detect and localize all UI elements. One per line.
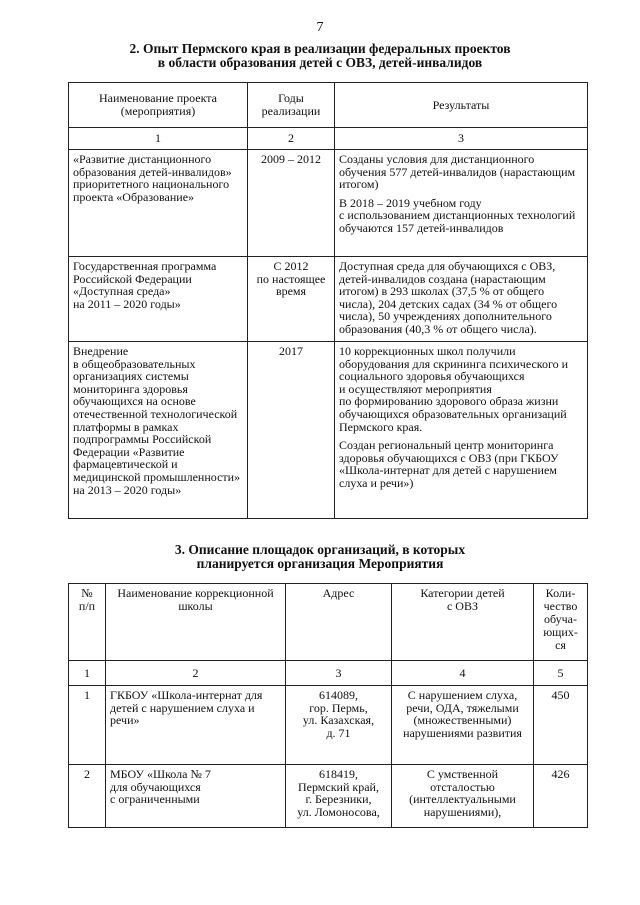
projects-table (68, 82, 588, 519)
col-number: 2 (106, 661, 286, 686)
table-row (69, 765, 588, 828)
col-number: 3 (335, 128, 588, 150)
project-years: С 2012 по настоящее время (248, 257, 335, 342)
page-number: 7 (316, 20, 324, 35)
col-number: 4 (392, 661, 534, 686)
school-address: 614089, гор. Пермь, ул. Казахская, д. 71 (286, 686, 392, 765)
student-count: 426 (534, 765, 588, 828)
section3-title-line1: 3. Описание площадок организаций, в которых (174, 542, 466, 557)
section2-title-line2: в области образования детей с ОВЗ, детей-инвалидов (157, 55, 483, 70)
table-row (69, 257, 588, 342)
student-count: 450 (534, 686, 588, 765)
project-name: «Развитие дистанционного образования детей-инвалидов» приоритетного национального проекта «Образование» (69, 150, 248, 257)
col-number: 5 (534, 661, 588, 686)
school-name: ГКБОУ «Школа-интернат для детей с нарушением слуха и речи» (106, 686, 286, 765)
header-results: Результаты (335, 83, 588, 128)
school-name: МБОУ «Школа № 7 для обучающихся с ограниченными (106, 765, 286, 828)
row-number: 1 (69, 686, 106, 765)
section2-title-line1: 2. Опыт Пермского края в реализации федеральных проектов (129, 41, 511, 56)
col-number: 2 (248, 128, 335, 150)
project-name: Внедрение в общеобразовательных организациях системы мониторинга здоровья обучающихся на основе отечественной технологической платформы в рамках подпрограммы Российской Федерации «Развитие фармацевтической и медицинской промышленности» на 2013 – 2020 годы» (69, 342, 248, 519)
result-paragraph: Созданы условия для дистанционного обучения 577 детей-инвалидов (нарастающим итогом) (339, 152, 576, 192)
sites-table-header (69, 584, 588, 661)
header-school: Наименование коррекционной школы (106, 584, 286, 661)
projects-table-header (69, 83, 588, 128)
column-numbers-row (69, 128, 588, 150)
project-years: 2017 (248, 342, 335, 519)
col-number: 3 (286, 661, 392, 686)
sites-table (68, 583, 588, 828)
header-years: Годы реализации (248, 83, 335, 128)
header-category: Категории детей с ОВЗ (392, 584, 534, 661)
section3-title-line2: планируется организация Мероприятия (196, 556, 444, 571)
project-years: 2009 – 2012 (248, 150, 335, 257)
project-results (335, 257, 588, 342)
column-numbers-row (69, 661, 588, 686)
header-project: Наименование проекта (мероприятия) (69, 83, 248, 128)
table-row (69, 342, 588, 519)
result-paragraph: Доступная среда для обучающихся с ОВЗ, детей-инвалидов создана (нарастающим итогом) в 293 школах (37,5 % от общего числа), 204 детских садах (34 % от общего числа), 50 учреждениях дополнительного образования (40,3 % от общего числа). (339, 259, 558, 336)
row-number: 2 (69, 765, 106, 828)
children-category: С нарушением слуха, речи, ОДА, тяжелыми (множественными) нарушениями развития (392, 686, 534, 765)
project-results (335, 342, 588, 519)
project-results (335, 150, 588, 257)
result-paragraph: 10 коррекционных школ получили оборудования для скрининга психического и социального здоровья обучающихся и осуществляют мероприятия по формированию здорового образа жизни обучающихся образовательных организаций Пермского края. (339, 344, 569, 434)
col-number: 1 (69, 128, 248, 150)
school-address: 618419, Пермский край, г. Березники, ул. Ломоносова, (286, 765, 392, 828)
col-number: 1 (69, 661, 106, 686)
children-category: С умственной отсталостью (интеллектуальными нарушениями), (392, 765, 534, 828)
table-row (69, 150, 588, 257)
section3-title (0, 543, 640, 571)
header-count: Коли- чество обуча- ющих- ся (534, 584, 588, 661)
result-paragraph: В 2018 – 2019 учебном году с использованием дистанционных технологий обучаются 157 детей-инвалидов (339, 195, 576, 235)
table-row (69, 686, 588, 765)
header-address: Адрес (286, 584, 392, 661)
header-number: № п/п (69, 584, 106, 661)
section2-title (0, 42, 640, 70)
project-name: Государственная программа Российской Федерации «Доступная среда» на 2011 – 2020 годы» (69, 257, 248, 342)
result-paragraph: Создан региональный центр мониторинга здоровья обучающихся с ОВЗ (при ГКБОУ «Школа-интернат для детей с нарушением слуха и речи») (339, 438, 559, 490)
